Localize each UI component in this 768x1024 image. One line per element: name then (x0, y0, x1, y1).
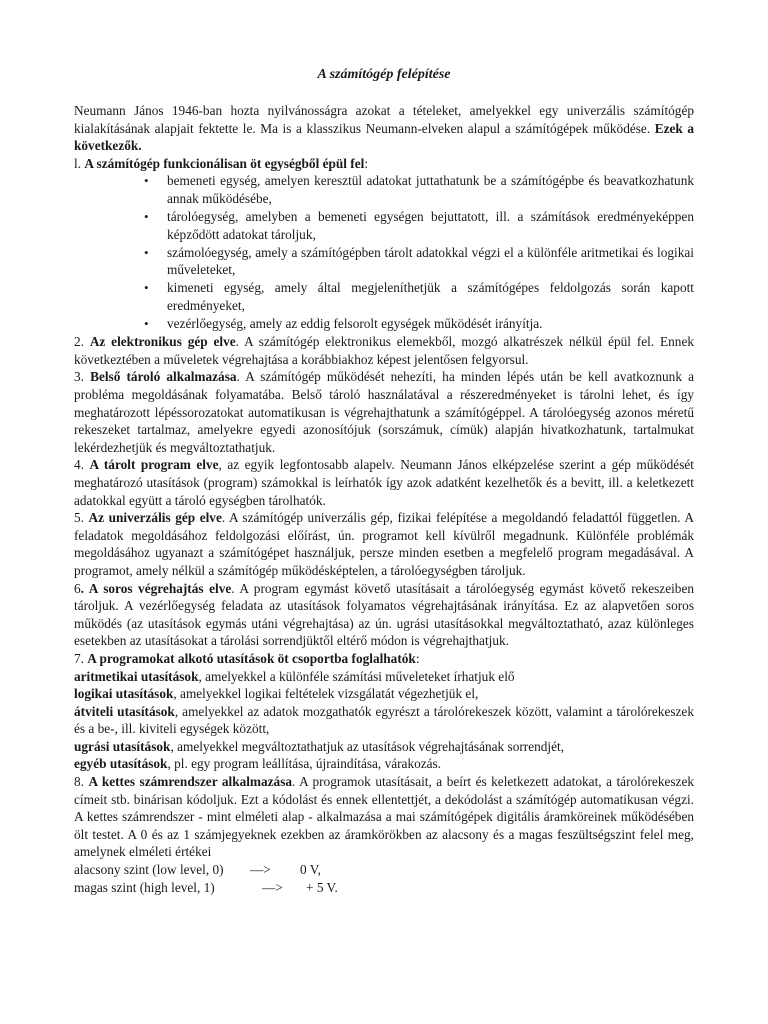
section-4-title: A tárolt program elve (89, 457, 219, 473)
list-item: • bemeneti egység, amelyen keresztül adatokat juttathatunk be a számítógépbe és beavatkozhatunk annak működésébe, (167, 172, 694, 207)
section-3-number: 3. (74, 369, 91, 385)
section-8-text: . A programok utasításait, a beírt és keletkezett adatokat, a tárolórekeszek címeit stb. binárisan kódoljuk. Ezt a kódolást és ennek ellentettjét, a dekódolást a számítógép automatikusan végzi. A kettes számrendszer - mint elméleti alap - alkalmazása a mai számítógépek digitális áramköreinek működésében ölt testet. A 0 és az 1 számjegyeknek ezekben az áramkörökben az alacsony és a magas feszültségszint felel meg, amelynek elméleti értékei (74, 774, 694, 860)
section-6-paragraph (74, 580, 694, 650)
section-2-text: . A számítógép elektronikus elemekből, mozgó alkatrészek nélkül épül fel. Ennek következtében a műveletek végrehajtása a korábbiakhoz képest jelentősen felgyorsul. (74, 334, 694, 367)
section-4-text: , az egyik legfontosabb alapelv. Neumann János elképzelése szerint a gép működését meghatározó utasítások (program) számokkal is leírhatók így azok adatként kezelhetők és a bevitt, ill. a keletkezett adatokkal együtt a tároló egységben tárolhatók. (74, 457, 694, 508)
section-8-title: A kettes számrendszer alkalmazása (88, 774, 293, 790)
list-item: • kimeneti egység, amely által megjeleníthetjük a számítógépes feldolgozás során kapott eredményeket, (167, 279, 694, 314)
instruction-group (74, 738, 694, 756)
arrow-icon: —> (262, 879, 283, 895)
section-6-text: . A program egymást követő utasításait a tárolóegység egymást követő rekeszeiben tároljuk. A vezérlőegység feladata az utasítások folyamatos végrehajtásának irányítása. Ez az alapvetően soros működés (az utasítások egymás utáni végrehajtása) az ún. ugrási utasításokkal megváltoztatható, azaz különleges esetekben az utasításokat a tárolási sorrendjüktől eltérő módon is végrehajthatjuk. (74, 580, 694, 649)
instruction-group (74, 755, 694, 773)
instruction-group (74, 685, 694, 703)
list-item: • vezérlőegység, amely az eddig felsorolt egységek működését irányítja. (167, 315, 694, 333)
list-item: • számolóegység, amely a számítógépben tárolt adatokkal végzi el a különféle aritmetikai és logikai műveleteket, (167, 244, 694, 279)
instruction-group (74, 703, 694, 738)
section-5-number: 5. (74, 510, 89, 526)
instruction-group-name: ugrási utasítások (74, 738, 171, 754)
intro-text: Neumann János 1946-ban hozta nyilvánosságra azokat a tételeket, amelyekkel egy univerzális számítógép kialakításának alapjait fektette le. Ma is a klasszikus Neumann-elveken alapul a számítógépek működése. (74, 103, 694, 136)
section-7-title: A programokat alkotó utasítások öt csoportba foglalhatók (87, 650, 416, 666)
document-body (74, 66, 694, 896)
instruction-group-name: átviteli utasítások (74, 703, 175, 719)
list-item: • tárolóegység, amelyben a bemeneti egységen bejuttatott, ill. a számítások eredményeképpen képződött adatokat tároljuk, (167, 208, 694, 243)
instruction-group-name: logikai utasítások (74, 686, 174, 702)
instruction-group-name: egyéb utasítások (74, 756, 168, 772)
page-title: A számítógép felépítése (317, 67, 451, 82)
section-7-number: 7. (74, 650, 88, 666)
section-1-rest: : (364, 155, 369, 171)
section-5-title: Az univerzális gép elve (88, 510, 222, 526)
intro-paragraph (74, 102, 694, 155)
instruction-group-text: , amelyekkel logikai feltételek vizsgálatát végezhetjük el, (173, 686, 479, 702)
voltage-level-label: magas szint (high level, 1) (74, 879, 215, 895)
section-6-title: . A soros végrehajtás elve (80, 580, 232, 596)
section-6-number: 6 (74, 580, 81, 596)
instruction-group-text: , amelyekkel a különféle számítási műveleteket írhatjuk elő (198, 668, 515, 684)
voltage-level-value: + 5 V. (306, 879, 338, 895)
section-7-rest: : (415, 650, 420, 666)
voltage-level-row (74, 861, 694, 879)
intro-bold: Ezek a következők. (74, 120, 695, 154)
section-3-text: . A számítógép működését nehezíti, ha minden lépés után be kell avatkoznunk a probléma megoldásának folyamatába. Belső tároló használatával a részeredményeket is tárolni lehet, és így meghatározott lépéssorozatokat automatikusan is végrehajthatunk a számítógéppel. A tárolóegység azonos méretű rekeszeket tartalmaz, amelyekre egyedi azonosítójuk (sorszámuk, címük) alapján hivatkozhatunk, tartalmukat lekérdezhetjük és megváltoztathatjuk. (74, 369, 694, 455)
voltage-level-row (74, 879, 694, 897)
section-1-heading (74, 155, 694, 173)
unit-list (74, 172, 694, 332)
section-4-paragraph (74, 456, 694, 509)
section-5-text: . A számítógép univerzális gép, fizikai felépítése a megoldandó feladattól független. A feladatok megoldásához feldolgozási előírást, ún. programot kell kívülről megadnunk. Különféle problémák megoldásához ugyanazt a számítógépet használjuk, persze minden esetben a megfelelő program megadásával. A programot, amely nélkül a számítógép működésképtelen, a tárolóegységben tároljuk. (74, 510, 695, 578)
instruction-group-name: aritmetikai utasítások (74, 668, 199, 684)
instruction-group-text: , amelyekkel megváltoztathatjuk az utasítások végrehajtásának sorrendjét, (170, 738, 565, 754)
section-7-heading (74, 650, 694, 668)
section-4-number: 4. (74, 457, 90, 473)
section-2-title: Az elektronikus gép elve (89, 334, 236, 350)
section-1-title: A számítógép funkcionálisan öt egységből épül fel (84, 155, 365, 171)
section-5-paragraph (74, 509, 694, 579)
section-8-number: 8. (74, 774, 89, 790)
arrow-icon: —> (250, 862, 271, 878)
section-2-number: 2. (74, 334, 90, 350)
section-3-paragraph (74, 368, 694, 456)
section-3-title: Belső tároló alkalmazása (90, 369, 237, 385)
instruction-group-text: , pl. egy program leállítása, újraindítása, várakozás. (167, 756, 442, 772)
voltage-level-label: alacsony szint (low level, 0) (74, 862, 224, 878)
voltage-level-value: 0 V, (300, 862, 321, 878)
instruction-group-text: , amelyekkel az adatok mozgathatók egyrészt a tárolórekeszek között, valamint a tárolórekeszek és a be-, ill. kiviteli egységek között, (74, 703, 694, 737)
instruction-group (74, 668, 694, 686)
section-1-number: l. (74, 155, 85, 171)
section-8-paragraph (74, 773, 694, 861)
section-2-paragraph (74, 333, 694, 368)
